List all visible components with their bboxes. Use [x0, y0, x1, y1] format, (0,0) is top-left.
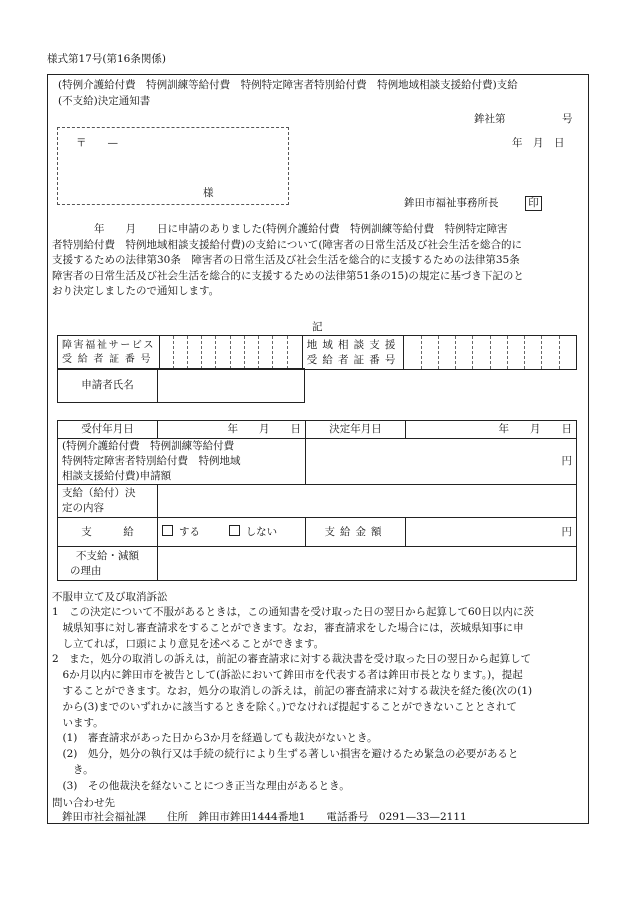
consult-digit[interactable] [490, 336, 507, 370]
appeal-line: き。 [52, 763, 94, 776]
claim-label [58, 439, 306, 485]
reason-label-2: の理由 [70, 564, 102, 577]
appeal-line: から(3)までのいずれかに該当するときを除く。)でなければ提起することができないこととされて [52, 700, 518, 713]
claim-label-3: 相談支援給付費)申請額 [62, 470, 172, 482]
issuer-name: 鉾田市福祉事務所長 [404, 197, 499, 209]
claim-label-1: (特例介護給付費 特例訓練等給付費 [62, 440, 235, 452]
reason-field[interactable] [158, 547, 577, 581]
consult-digit[interactable] [421, 336, 438, 370]
recipient-digit[interactable] [244, 336, 258, 370]
received-date-field[interactable]: 年 月 日 [158, 421, 306, 439]
appeal-line: することができます。なお，処分の取消しの訴えは，前記の審査請求に対する裁決を経た後(次の(1) [52, 684, 533, 697]
payment-label: 支 給 [58, 518, 158, 547]
appeal-line: 6か月以内に鉾田市を被告として(訴訟において鉾田市を代表する者は鉾田市長となります。)，提起 [52, 669, 523, 682]
decision-date-label: 決定年月日 [306, 421, 406, 439]
recipient-digit[interactable] [230, 336, 244, 370]
doc-number-suffix: 号 [562, 113, 573, 125]
recipient-digit[interactable] [173, 336, 187, 370]
consult-digit[interactable] [542, 336, 559, 370]
body-text [52, 222, 524, 300]
recipient-digit[interactable] [202, 336, 216, 370]
decision-date-field[interactable]: 年 月 日 [406, 421, 577, 439]
recipient-no-label-1: 障害福祉サービス [62, 340, 155, 351]
appeal-line: 城県知事に対し審査請求をすることができます。なお，審査請求をした場合には，茨城県知事に申 [52, 621, 524, 634]
appeal-line: 2 また，処分の取消しの訴えは，前記の審査請求に対する裁決書を受け取った日の翌日から起算して [52, 653, 532, 666]
amount-field[interactable]: 円 [406, 518, 577, 547]
contact-line: 鉾田市社会福祉課 住所 鉾田市鉾田1444番地1 電話番号 0291—33—2111 [62, 811, 467, 823]
reason-label-1: 不支給・減額 [76, 549, 139, 562]
recipient-digit[interactable] [273, 336, 287, 370]
option-no[interactable] [229, 526, 278, 538]
amount-label: 支給金額 [306, 518, 406, 547]
appeal-line: (3) その他裁決を経ないことにつき正当な理由があるとき。 [52, 779, 350, 792]
option-yes[interactable] [162, 526, 200, 538]
body-line: 障害者の日常生活及び社会生活を総合的に支援するための法律第51条の15)の規定に基づき下記のと [52, 269, 524, 282]
received-date-label: 受付年月日 [58, 421, 158, 439]
recipient-digit[interactable] [216, 336, 230, 370]
doc-number-prefix: 鉾社第 [474, 113, 506, 125]
claim-amount-field[interactable]: 円 [306, 439, 577, 485]
consult-no-label-1: 地域相談支援 [306, 339, 400, 352]
consult-no-label-2: 受給者証番号 [306, 353, 400, 366]
consult-no-label [302, 336, 404, 370]
consult-digit[interactable] [456, 336, 473, 370]
content-label-2: 定の内容 [62, 502, 104, 514]
checkbox-icon[interactable] [229, 525, 240, 536]
body-line: 支援するための法律第30条 障害者の日常生活及び社会生活を総合的に支援するための法律第35条 [52, 254, 520, 266]
recipient-no-label [58, 336, 160, 370]
applicant-table [57, 368, 305, 403]
addressee-suffix: 様 [203, 187, 214, 199]
consult-digit[interactable] [438, 336, 455, 370]
option-no-label: しない [245, 525, 278, 538]
contact-heading: 問い合わせ先 [52, 797, 115, 809]
content-label [58, 485, 158, 518]
ki-heading: 記 [312, 321, 323, 333]
body-line: 者特別給付費 特例地域相談支援給付費)の支給について(障害者の日常生活及び社会生活を総合的に [52, 238, 522, 251]
form-label: 様式第17号(第16条関係) [47, 53, 166, 65]
seal-mark: 印 [525, 196, 542, 211]
recipient-digit[interactable] [287, 336, 302, 370]
consult-digit[interactable] [507, 336, 524, 370]
checkbox-icon[interactable] [162, 525, 173, 536]
claim-label-2: 特例特定障害者特別給付費 特例地域 [62, 455, 241, 467]
appeal-line: 1 この決定について不服があるときは，この通知書を受け取った日の翌日から起算して60日以内に茨 [52, 606, 534, 618]
recipient-digit[interactable] [259, 336, 273, 370]
consult-digit[interactable] [404, 336, 421, 370]
title-line-1: (特例介護給付費 特例訓練等給付費 特例特定障害者特別給付費 特例地域相談支援給付費)支給 [58, 79, 518, 91]
title-line-2: (不支給)決定通知書 [58, 95, 151, 107]
recipient-table [57, 335, 577, 370]
issuer [404, 196, 542, 211]
appeal-line: います。 [52, 716, 104, 729]
applicant-name-label: 申請者氏名 [58, 369, 158, 403]
reason-label [58, 547, 158, 581]
appeal-line: (1) 審査請求があった日から3か月を経過しても裁決がないとき。 [52, 732, 378, 745]
body-line: おり決定しましたので通知します。 [52, 285, 220, 297]
content-field[interactable] [158, 485, 577, 518]
consult-digit[interactable] [559, 336, 576, 370]
consult-digit[interactable] [473, 336, 490, 370]
recipient-no-label-2: 受給者証番号 [62, 353, 155, 365]
address-box[interactable] [57, 127, 289, 205]
appeal-notes [52, 605, 534, 795]
issue-date: 年 月 日 [512, 137, 565, 149]
decision-table [57, 420, 577, 581]
body-line: 年 月 日に申請のありました(特例介護給付費 特例訓練等給付費 特例特定障害 [52, 223, 508, 235]
applicant-name-field[interactable] [158, 369, 305, 403]
content-label-1: 支給（給付）決 [62, 487, 136, 499]
recipient-digit[interactable] [188, 336, 202, 370]
recipient-digit[interactable] [159, 336, 173, 370]
option-yes-label: する [179, 525, 200, 538]
appeal-line: し立てれば，口頭により意見を述べることができます。 [52, 637, 325, 650]
appeal-line: (2) 処分，処分の執行又は手続の続行により生ずる著しい損害を避けるため緊急の必要があると [52, 748, 519, 761]
payment-options [158, 518, 306, 547]
doc-number [474, 112, 573, 126]
appeal-heading: 不服申立て及び取消訴訟 [52, 591, 168, 603]
consult-digit[interactable] [525, 336, 542, 370]
postal-mark: 〒 — [76, 137, 118, 149]
